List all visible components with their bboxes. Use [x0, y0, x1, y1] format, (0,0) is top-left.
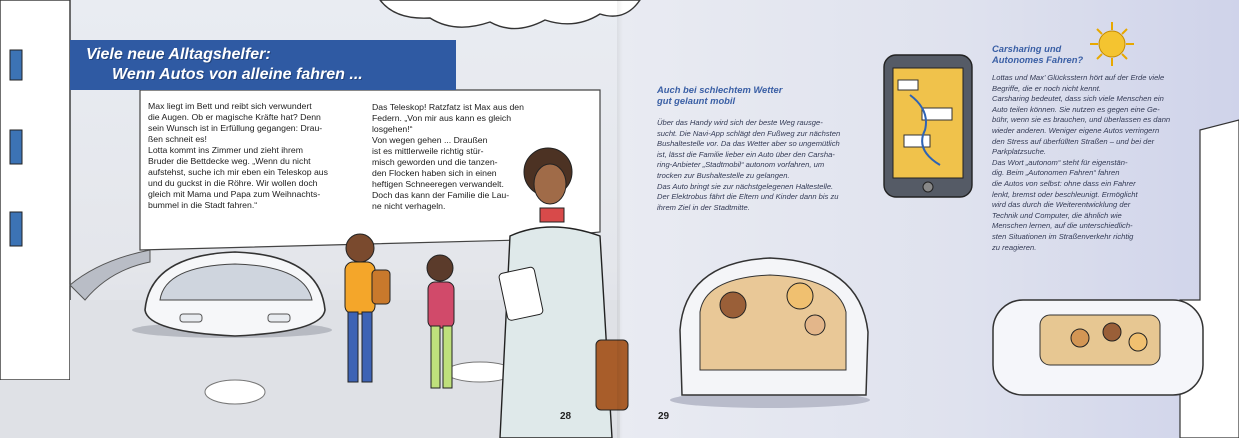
electro-bus: [993, 300, 1203, 395]
story-text-middle: Das Teleskop! Ratzfatz ist Max aus den Federn. „Von mir aus kann es gleich losgehen!“ Von wegen gehen ... Draußen ist es mittlerweile richtig stür- misch geworden und die tanzen- den Flocken haben sich in einen heftigen Schneeregen verwandelt. Doch das kann der Familie die Lau- ne nicht verhageln.: [372, 102, 524, 211]
carsharing-text: Lottas und Max’ Glücksstern hört auf der Erde viele Begriffe, die er noch nicht kennt. Carsharing bedeutet, dass sich viele Menschen ein Auto teilen können. Sie nutzen es gegen eine Ge- bühr, wenn sie es brauchen, und überlassen es dann wieder anderen. Weniger eigene Autos verringern den Stress auf überfüllten Straßen – und bei der Parkplatzsuche. Das Wort „autonom“ steht für eigenstän- dig. Beim „Autonomen Fahren“ fahren die Autos von selbst: ohne dass ein Fahrer lenkt, bremst oder beschleunigt. Ermöglicht wird das durch die Weiterentwicklung der Technik und Computer, die ähnlich wie Menschen lernen, auf die unterschiedlich- sten Situationen im Straßenverkehr richtig zu reagieren.: [992, 73, 1171, 252]
headline-line-1: Viele neue Alltagshelfer:: [86, 46, 271, 63]
carsharing-heading: Carsharing und Autonomes Fahren?: [992, 43, 1084, 65]
page-number-right: 29: [658, 411, 670, 422]
phone-illustration: [884, 55, 972, 197]
pod-light: [268, 314, 290, 322]
pod-light: [180, 314, 202, 322]
road-edge: [70, 250, 150, 300]
building-window: [10, 212, 22, 246]
page-gutter: [617, 0, 623, 438]
page-number-left: 28: [560, 411, 572, 422]
building-window: [10, 50, 22, 80]
cloud-illustration: [380, 0, 640, 29]
weather-heading: Auch bei schlechtem Wetter gut gelaunt mobil: [657, 84, 783, 106]
child-lotta: [427, 255, 454, 388]
carsharing-shuttle: [670, 258, 870, 408]
puddle: [205, 380, 265, 404]
story-text-left: Max liegt im Bett und reibt sich verwundert die Augen. Ob er magische Kräfte hat? Denn sein Wunsch ist in Erfüllung gegangen: Drau- ßen schneit es! Lotta kommt ins Zimmer und zieht ihrem Bruder die Bettdecke weg. „Wenn du nicht aufstehst, suche ich mir eben ein Teleskop aus und du guckst in die Röhre. Wir wollen doch gleich mit Mama und Papa zum Weihnachts- bummel in die Stadt fahren.“: [148, 101, 328, 210]
building-window: [10, 130, 22, 164]
headline-line-2: Wenn Autos von alleine fahren ...: [112, 66, 363, 83]
weather-text: Über das Handy wird sich der beste Weg rausge- sucht. Die Navi-App schlägt den Fußweg zur nächsten Bushaltestelle vor. Da das Wetter aber so ungemütlich ist, lässt die Familie lieber ein Auto über den Carsha- ring-Anbieter „Stadtmobil“ autonom vorfahren, um trocken zur Bushaltestelle zu gelangen. Das Auto bringt sie zur nächstgelegenen Haltestelle. Der Elektrobus fährt die Eltern und Kinder dann bis zu ihrem Ziel in der Stadtmitte.: [657, 118, 841, 212]
